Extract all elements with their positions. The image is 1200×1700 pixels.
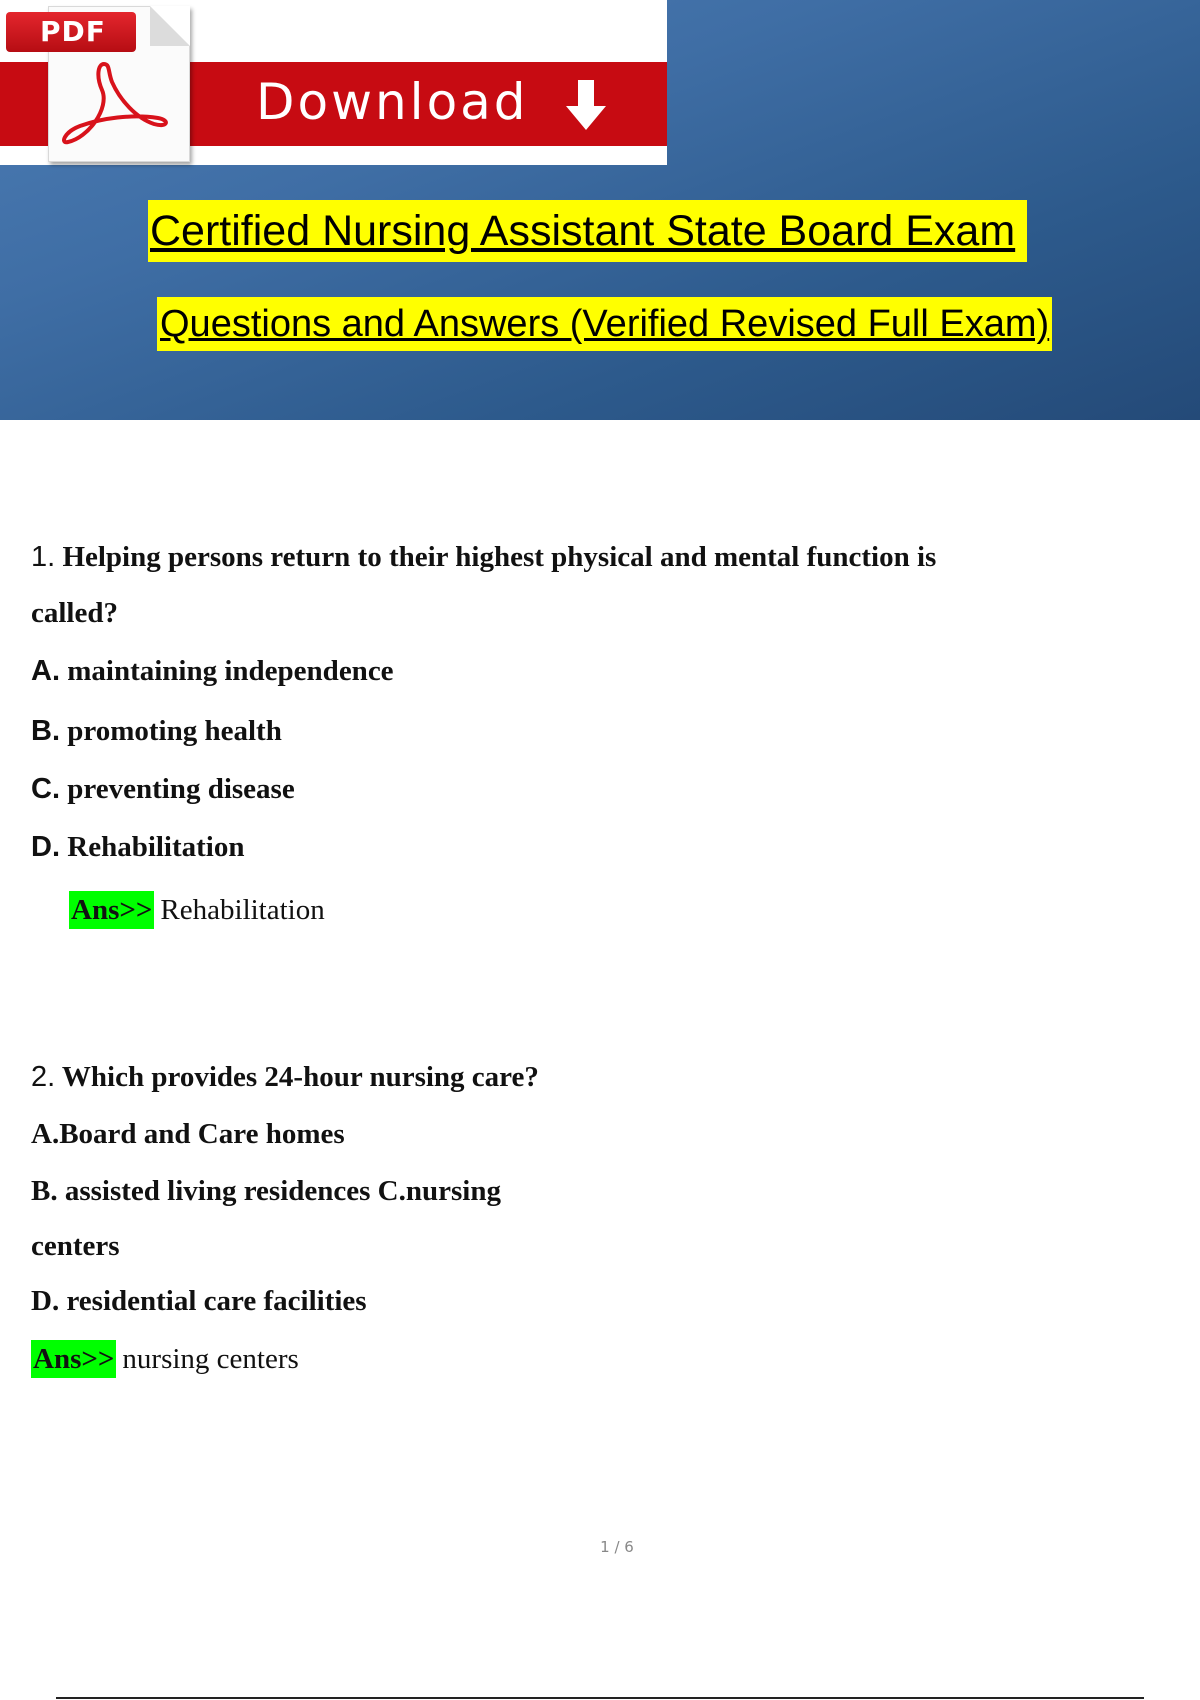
- option-text: preventing disease: [67, 773, 295, 805]
- answer-text: Rehabilitation: [160, 894, 325, 926]
- download-label[interactable]: Download: [256, 73, 529, 131]
- document-title-line-2: Questions and Answers (Verified Revised Full Exam): [157, 297, 1052, 351]
- option-letter: C.: [31, 773, 60, 805]
- acrobat-logo-icon: [58, 56, 174, 152]
- question-1-text: [31, 541, 936, 574]
- question-2-option-line: D. residential care facilities: [31, 1285, 367, 1317]
- answer-tag: Ans>>: [31, 1340, 116, 1378]
- question-number: 2.: [31, 1061, 56, 1093]
- question-text: Helping persons return to their highest physical and mental function is: [62, 541, 937, 573]
- option-text: promoting health: [67, 715, 282, 747]
- page-divider: [56, 1697, 1144, 1699]
- pdf-file-icon: [4, 4, 190, 162]
- option-letter: D.: [31, 831, 60, 863]
- option-letter: A.: [31, 655, 60, 687]
- download-banner[interactable]: [0, 0, 667, 165]
- question-1-option-d: [31, 831, 245, 864]
- question-2-answer: [31, 1340, 299, 1378]
- question-1-answer: [69, 891, 325, 929]
- question-1-option-c: [31, 773, 295, 806]
- question-2-option-line: A.Board and Care homes: [31, 1118, 345, 1150]
- pdf-badge: PDF: [6, 12, 136, 52]
- question-text: Which provides 24-hour nursing care?: [61, 1061, 539, 1093]
- option-text: maintaining independence: [67, 655, 394, 687]
- answer-tag: Ans>>: [69, 891, 154, 929]
- question-1-option-a: [31, 655, 394, 688]
- answer-text: nursing centers: [122, 1343, 299, 1375]
- question-1-text-continued: called?: [31, 597, 118, 629]
- question-number: 1.: [31, 541, 56, 573]
- question-2-option-line: B. assisted living residences C.nursing: [31, 1175, 501, 1207]
- question-2-option-line: centers: [31, 1230, 120, 1262]
- page-fold: [150, 6, 190, 46]
- option-letter: B.: [31, 715, 60, 747]
- download-arrow-icon[interactable]: [562, 78, 610, 132]
- page-indicator: 1 / 6: [600, 1538, 634, 1556]
- question-1-option-b: [31, 715, 282, 748]
- document-title-line-1: Certified Nursing Assistant State Board Exam: [148, 200, 1027, 262]
- option-text: Rehabilitation: [67, 831, 245, 863]
- question-2-text: [31, 1061, 539, 1094]
